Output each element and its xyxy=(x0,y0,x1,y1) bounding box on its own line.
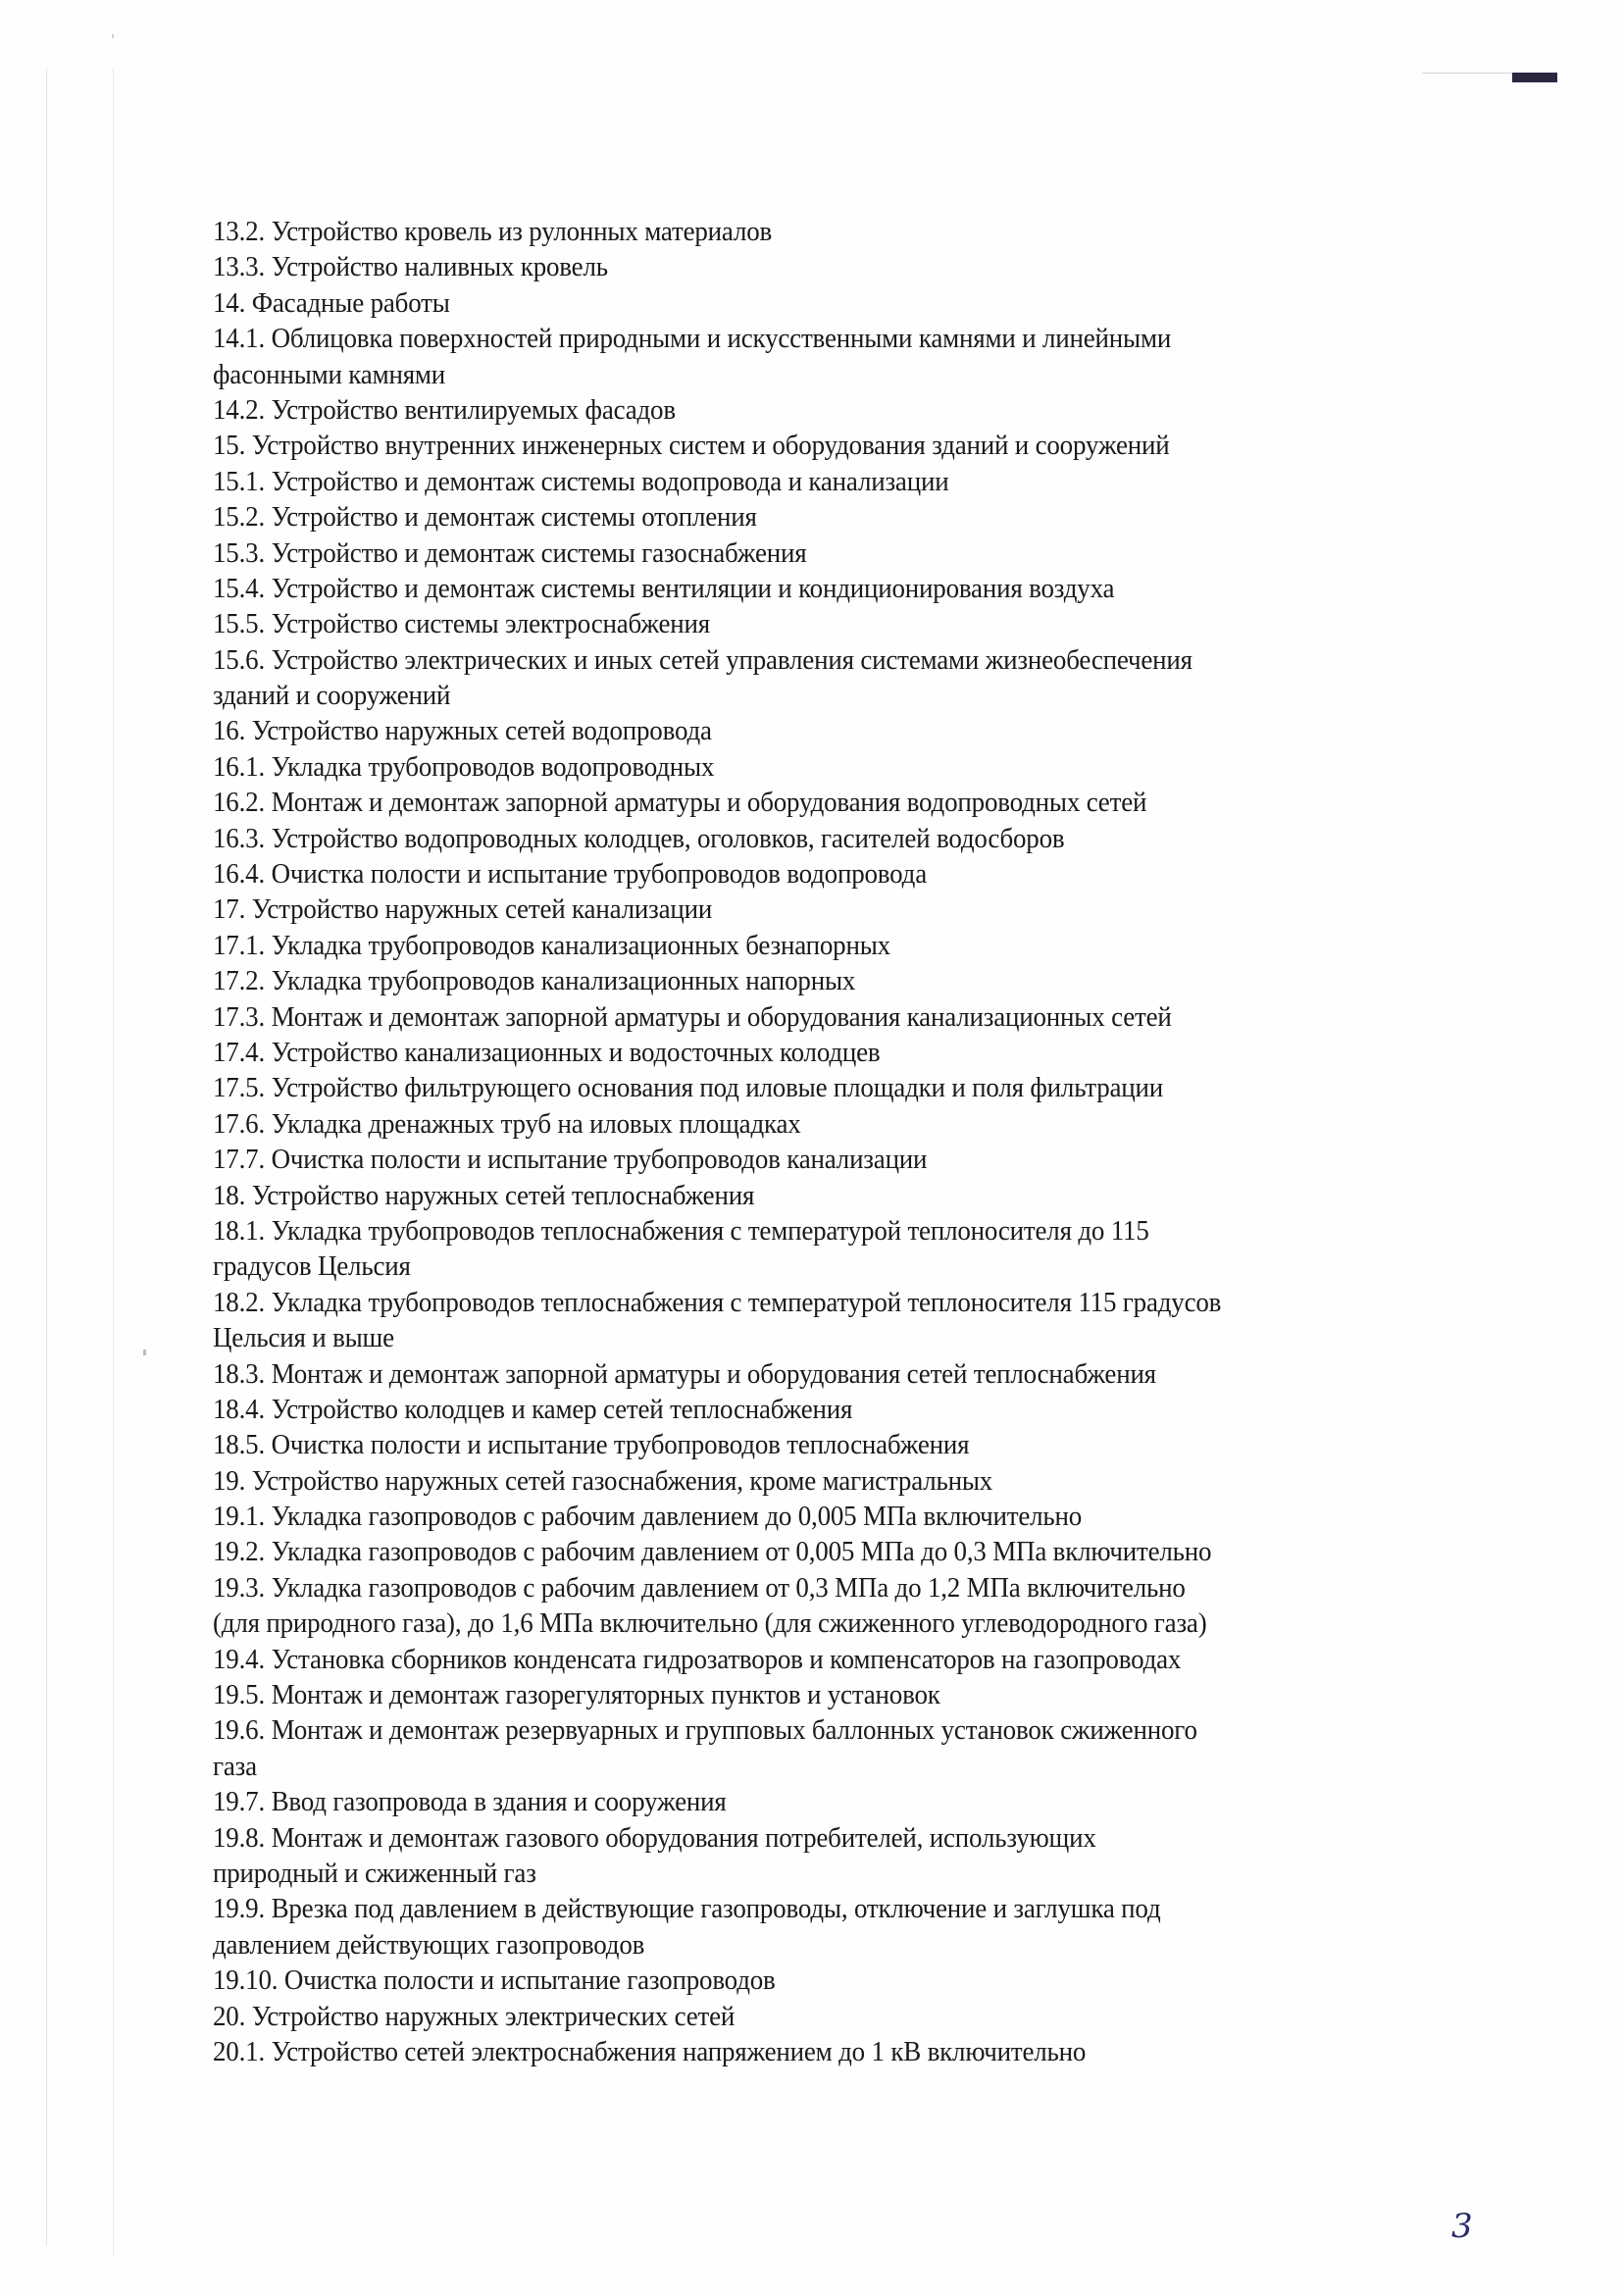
scan-artifact-dot xyxy=(143,1350,146,1355)
document-line: градусов Цельсия xyxy=(213,1250,411,1283)
document-line: 18.5. Очистка полости и испытание трубопроводов теплоснабжения xyxy=(213,1429,970,1461)
document-line: 19.2. Укладка газопроводов с рабочим давлением от 0,005 МПа до 0,3 МПа включительно xyxy=(213,1536,1212,1568)
document-line: 17.4. Устройство канализационных и водосточных колодцев xyxy=(213,1036,881,1068)
document-line: 15.6. Устройство электрических и иных сетей управления системами жизнеобеспечения xyxy=(213,643,1193,676)
document-line: 19. Устройство наружных сетей газоснабжения, кроме магистральных xyxy=(213,1464,993,1497)
corner-mark xyxy=(1512,73,1557,82)
document-line: 19.6. Монтаж и демонтаж резервуарных и групповых баллонных установок сжиженного xyxy=(213,1714,1197,1747)
document-line: 19.10. Очистка полости и испытание газопроводов xyxy=(213,1964,776,1997)
document-line: 16.3. Устройство водопроводных колодцев, оголовков, гасителей водосборов xyxy=(213,822,1065,854)
document-line: 15. Устройство внутренних инженерных систем и оборудования зданий и сооружений xyxy=(213,430,1170,462)
document-line: 19.1. Укладка газопроводов с рабочим давлением до 0,005 МПа включительно xyxy=(213,1501,1083,1533)
document-line: 17.7. Очистка полости и испытание трубопроводов канализации xyxy=(213,1144,928,1176)
document-line: 15.4. Устройство и демонтаж системы вентиляции и кондиционирования воздуха xyxy=(213,572,1115,604)
document-line: 19.7. Ввод газопровода в здания и сооружения xyxy=(213,1786,727,1818)
document-line: 19.9. Врезка под давлением в действующие газопроводы, отключение и заглушка под xyxy=(213,1893,1161,1925)
document-line: 16.4. Очистка полости и испытание трубопроводов водопровода xyxy=(213,858,928,891)
document-line: 17. Устройство наружных сетей канализации xyxy=(213,893,713,926)
document-line: 15.2. Устройство и демонтаж системы отопления xyxy=(213,501,757,534)
document-body xyxy=(213,214,1448,2069)
document-line: 14.2. Устройство вентилируемых фасадов xyxy=(213,393,676,426)
document-line: 18.3. Монтаж и демонтаж запорной арматуры и оборудования сетей теплоснабжения xyxy=(213,1357,1156,1390)
document-line: 15.5. Устройство системы электроснабжения xyxy=(213,608,710,640)
document-line: 14. Фасадные работы xyxy=(213,286,450,319)
document-line: зданий и сооружений xyxy=(213,680,451,712)
document-line: 13.2. Устройство кровель из рулонных материалов xyxy=(213,216,773,247)
document-line: 14.1. Облицовка поверхностей природными и искусственными камнями и линейными xyxy=(213,323,1172,355)
document-line: 17.6. Укладка дренажных труб на иловых площадках xyxy=(213,1107,801,1140)
document-line: (для природного газа), до 1,6 МПа включительно (для сжиженного углеводородного газа) xyxy=(213,1607,1207,1640)
page-number: 3 xyxy=(1451,2207,1473,2246)
document-line: 18.4. Устройство колодцев и камер сетей теплоснабжения xyxy=(213,1393,853,1425)
document-line: 19.4. Установка сборников конденсата гидрозатворов и компенсаторов на газопроводах xyxy=(213,1643,1182,1675)
document-line: давлением действующих газопроводов xyxy=(213,1928,645,1961)
document-line: Цельсия и выше xyxy=(213,1322,394,1354)
document-line: 19.5. Монтаж и демонтаж газорегуляторных пунктов и установок xyxy=(213,1679,940,1711)
document-line: 17.2. Укладка трубопроводов канализационных напорных xyxy=(213,965,856,997)
document-line: 15.3. Устройство и демонтаж системы газоснабжения xyxy=(213,536,807,569)
document-line: 18. Устройство наружных сетей теплоснабжения xyxy=(213,1179,755,1211)
document-line: газа xyxy=(213,1750,257,1782)
document-line: 18.1. Укладка трубопроводов теплоснабжения с температурой теплоносителя до 115 xyxy=(213,1214,1149,1247)
scan-artifact-line xyxy=(46,69,47,2246)
document-line: 20. Устройство наружных электрических сетей xyxy=(213,2000,736,2032)
document-line: 16.1. Укладка трубопроводов водопроводных xyxy=(213,750,715,783)
document-line: 16. Устройство наружных сетей водопровода xyxy=(213,715,712,747)
corner-rule xyxy=(1422,73,1512,74)
document-line: фасонными камнями xyxy=(213,358,446,390)
document-line: 19.3. Укладка газопроводов с рабочим давлением от 0,3 МПа до 1,2 МПа включительно xyxy=(213,1571,1186,1604)
document-line: природный и сжиженный газ xyxy=(213,1857,536,1889)
document-line: 20.1. Устройство сетей электроснабжения напряжением до 1 кВ включительно xyxy=(213,2035,1087,2067)
document-line: 15.1. Устройство и демонтаж системы водопровода и канализации xyxy=(213,465,949,497)
document-line: 17.5. Устройство фильтрующего основания под иловые площадки и поля фильтрации xyxy=(213,1072,1164,1104)
document-line: 13.3. Устройство наливных кровель xyxy=(213,251,608,283)
document-line: 19.8. Монтаж и демонтаж газового оборудования потребителей, использующих xyxy=(213,1821,1096,1854)
scan-artifact-line xyxy=(113,69,114,2256)
scan-artifact-tick xyxy=(112,34,114,38)
document-line: 16.2. Монтаж и демонтаж запорной арматуры и оборудования водопроводных сетей xyxy=(213,787,1147,819)
document-line: 17.1. Укладка трубопроводов канализационных безнапорных xyxy=(213,929,890,961)
document-line: 17.3. Монтаж и демонтаж запорной арматуры и оборудования канализационных сетей xyxy=(213,1000,1172,1033)
document-line: 18.2. Укладка трубопроводов теплоснабжения с температурой теплоносителя 115 градусов xyxy=(213,1286,1222,1318)
